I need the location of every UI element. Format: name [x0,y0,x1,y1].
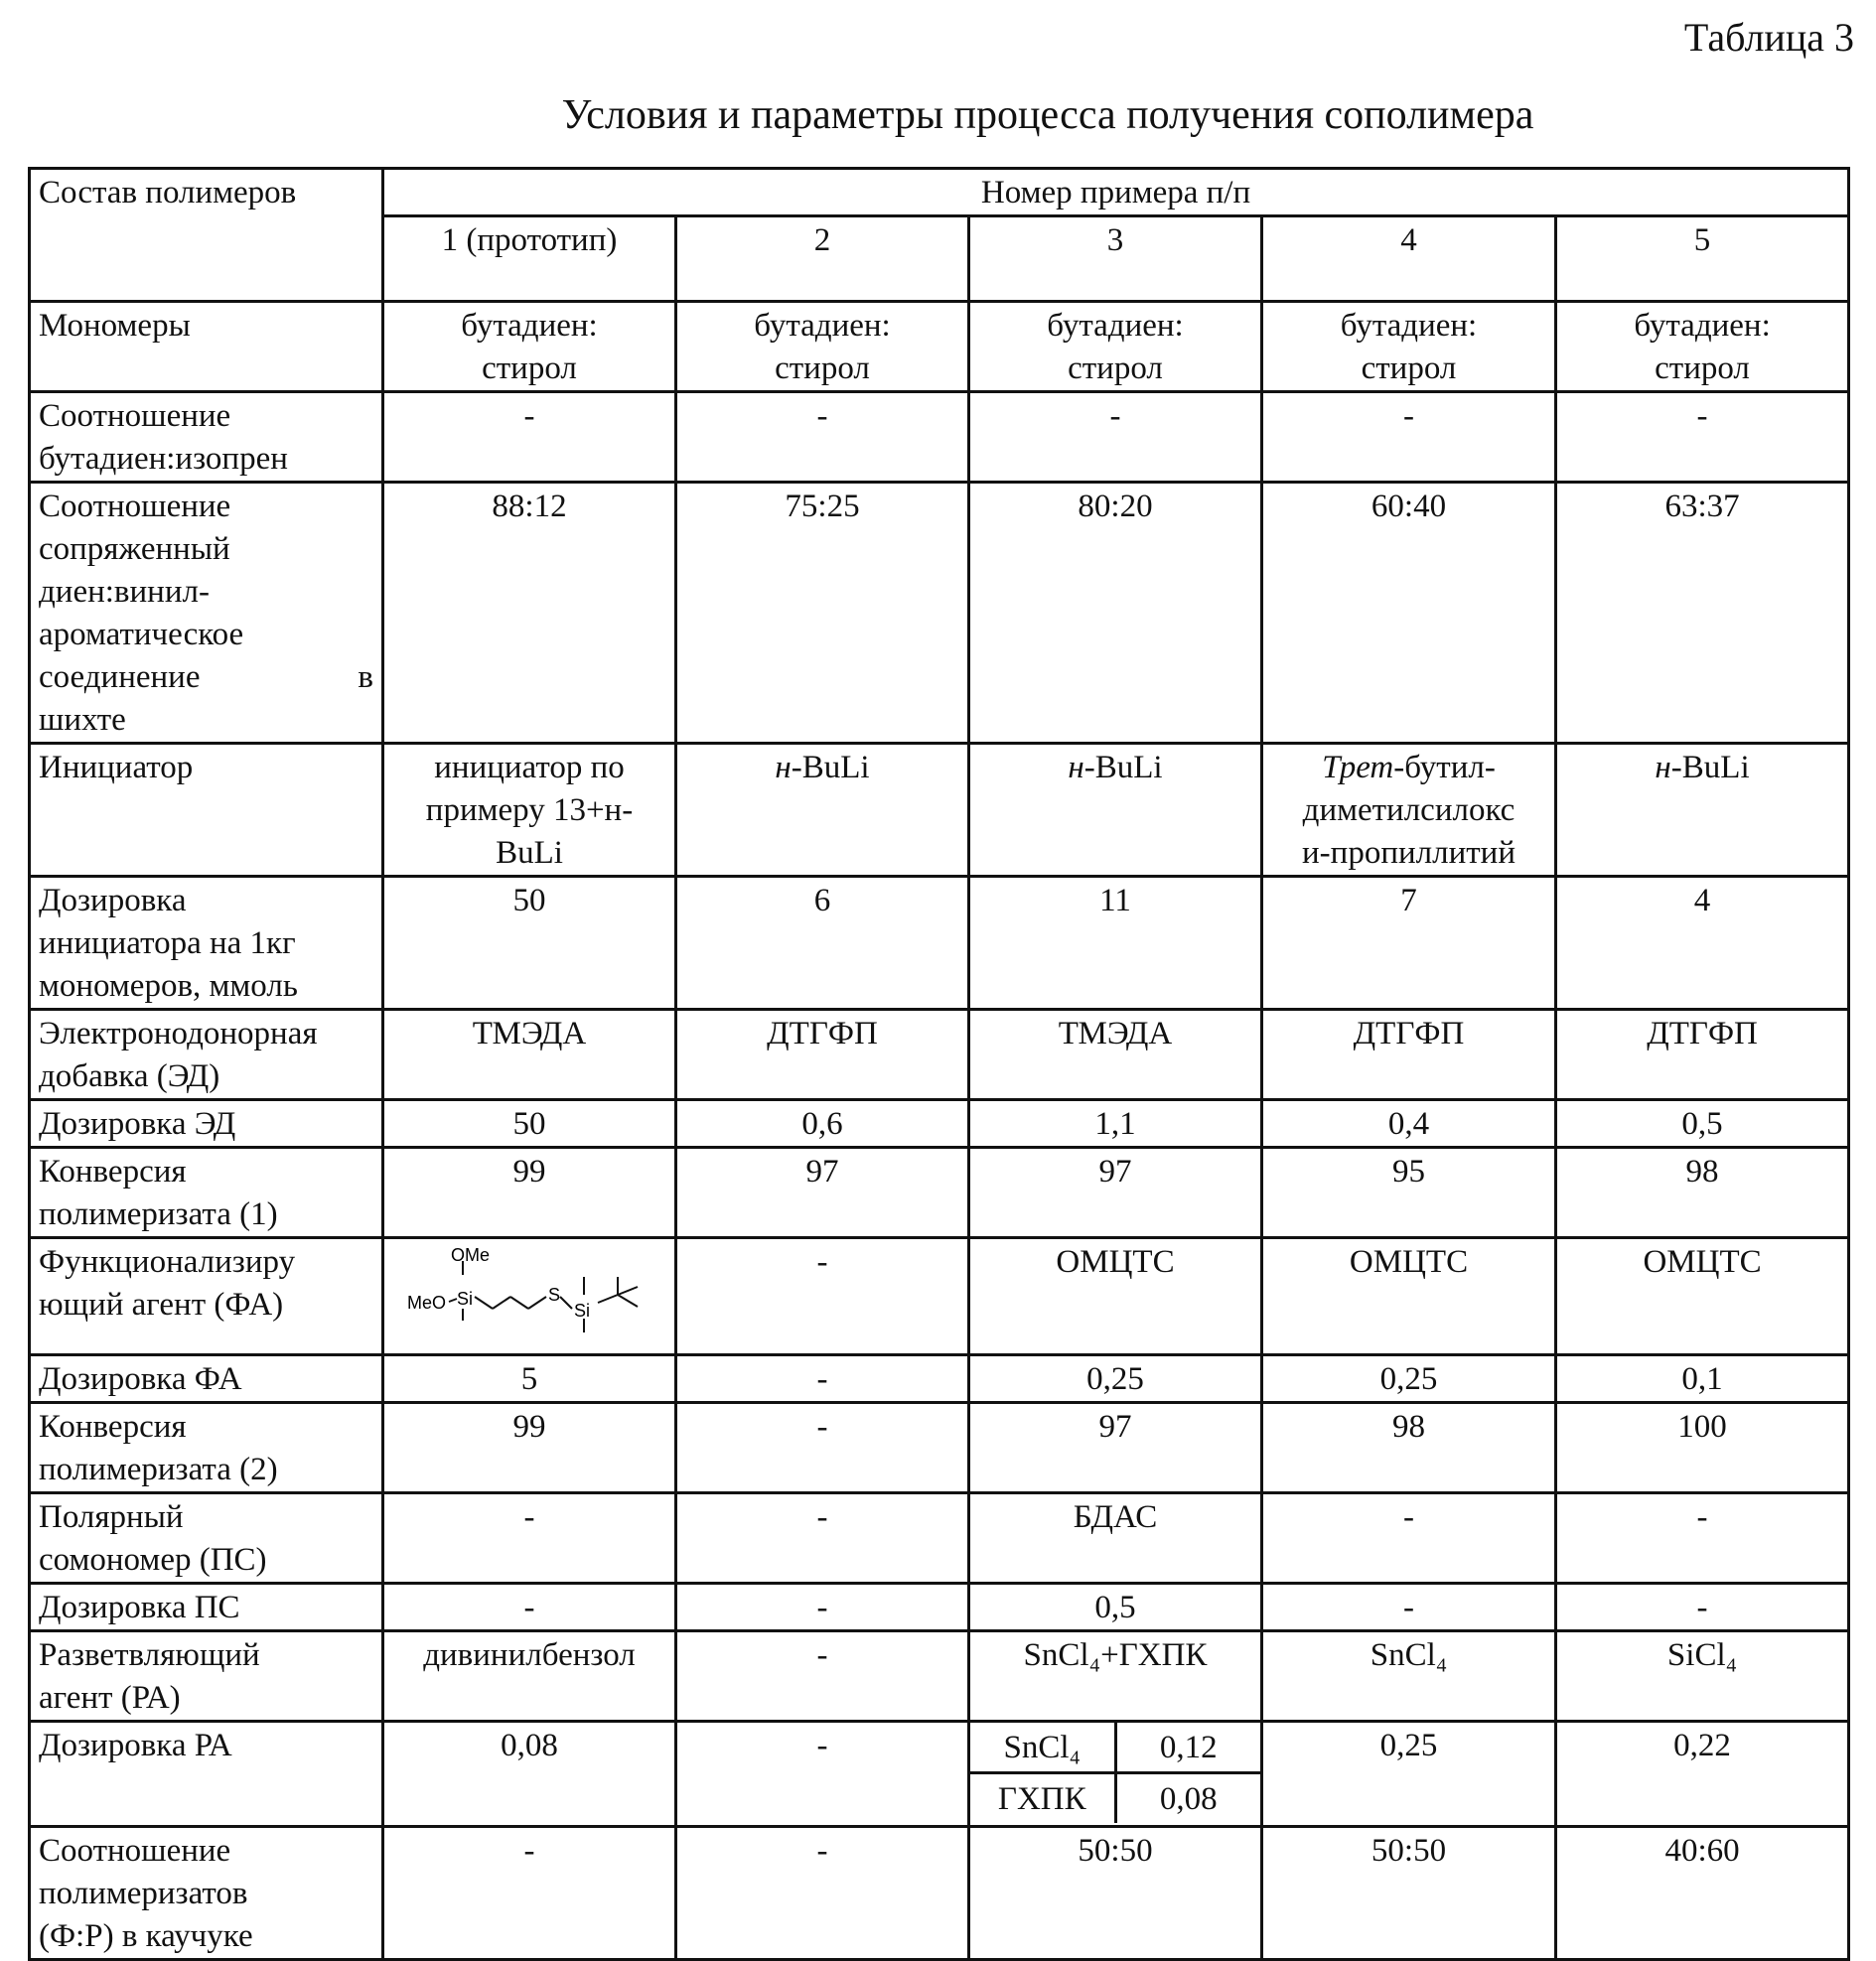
cell-line: 0,4 [1387,1106,1430,1142]
cell-line: 63:37 [1664,489,1740,524]
column-header: 2 [676,216,969,302]
cell-line: 0,25 [1086,1361,1144,1397]
cell-line: ОМЦТС [1643,1244,1762,1280]
cell-value [383,1355,676,1403]
cell-line: 11 [1099,883,1131,918]
cell-line: - [816,1590,828,1625]
row-label-line: Дозировка ПС [39,1590,240,1625]
cell-value [1262,877,1556,1010]
row-label-line: полимеризатов [39,1876,248,1911]
row-label-line: сопряженный [39,531,230,567]
cell-line: 97 [805,1154,839,1190]
header-group-label: Номер примера п/п [383,169,1849,216]
table-row [30,1631,1849,1722]
cell-value [1262,1493,1556,1584]
row-label-line: соединение в [39,659,373,695]
cell-value [676,1403,969,1493]
cell-value [1262,1631,1556,1722]
cell-value [383,1100,676,1148]
cell-value [1262,1148,1556,1238]
row-label-line: агент (РА) [39,1680,181,1716]
row-label-line: ароматическое [39,617,244,652]
cell-line: н-BuLi [1655,750,1750,785]
cell-value [676,744,969,877]
chem-label-si: Si [457,1289,474,1309]
cell-line: 5 [520,1361,538,1397]
cell-line: - [816,1499,828,1535]
cell-line: 0,25 [1379,1361,1438,1397]
cell-value [383,302,676,392]
cell-value [383,392,676,483]
cell-line: - [1696,1499,1708,1535]
table-row [30,1584,1849,1631]
cell-value [969,1493,1262,1584]
cell-line: - [1109,398,1121,434]
row-label-line: ющий агент (ФА) [39,1287,284,1323]
row-label [30,1403,383,1493]
table-row [30,1238,1849,1355]
cell-line: 40:60 [1664,1833,1740,1869]
cell-line: ДТГФП [1647,1016,1758,1051]
row-label-line: Дозировка [39,883,187,918]
table-row [30,302,1849,392]
cell-line: 99 [512,1409,546,1445]
table-row [30,1722,1849,1827]
cell-line: н-BuLi [775,750,870,785]
cell-line: ОМЦТС [1056,1244,1175,1280]
row-label [30,302,383,392]
cell-value [1556,744,1849,877]
cell-value [383,744,676,877]
cell-value [383,1010,676,1100]
cell-line: стирол [775,350,870,386]
cell-line: Трет-бутил- [1322,750,1496,785]
cell-line: - [816,1637,828,1673]
chemical-structure-icon [405,1247,653,1338]
ra-agent-name: ГХПК [970,1773,1115,1824]
row-label-line: Мономеры [39,308,191,344]
cell-value [969,483,1262,744]
cell-value [1262,1355,1556,1403]
cell-value [1262,1403,1556,1493]
cell-value [969,1148,1262,1238]
chem-label-ome: OMe [451,1247,491,1265]
cell-value [1556,302,1849,392]
column-header: 1 (прототип) [383,216,676,302]
cell-value [969,1631,1262,1722]
cell-line: - [1403,1499,1414,1535]
cell-line: бутадиен: [1634,308,1771,344]
cell-line: 80:20 [1078,489,1153,524]
column-header: 4 [1262,216,1556,302]
cell-value [383,877,676,1010]
cell-line: - [523,1499,535,1535]
subtable-row [970,1773,1260,1824]
conditions-table [28,167,1850,1961]
cell-ra-dosing-split [969,1722,1262,1827]
ra-agent-value: 0,12 [1115,1723,1260,1773]
row-label [30,877,383,1010]
row-label-line: Соотношение [39,1833,231,1869]
cell-line: - [1403,398,1414,434]
cell-value [383,1827,676,1960]
cell-line: ДТГФП [1353,1016,1465,1051]
cell-line: 1,1 [1094,1106,1136,1142]
row-label [30,1722,383,1827]
cell-value [969,1238,1262,1355]
row-label-line: Инициатор [39,750,194,785]
cell-line: стирол [1068,350,1163,386]
cell-value [1556,1827,1849,1960]
cell-value [676,302,969,392]
cell-line: дивинилбензол [423,1637,636,1673]
table-row [30,744,1849,877]
row-label [30,1148,383,1238]
cell-value [1556,392,1849,483]
cell-line: стирол [482,350,577,386]
cell-line: ДТГФП [767,1016,878,1051]
row-label-line: диен:винил- [39,574,210,610]
row-label-line: Разветвляющий [39,1637,260,1673]
column-header: 5 [1556,216,1849,302]
cell-line: BuLi [496,835,563,871]
cell-line: 98 [1685,1154,1719,1190]
cell-line: 0,22 [1673,1728,1731,1763]
cell-value [969,1403,1262,1493]
cell-value [1262,392,1556,483]
cell-line: 50 [512,1106,546,1142]
cell-value [383,483,676,744]
ra-agent-name: SnCl₄ [970,1723,1115,1773]
cell-value [676,1010,969,1100]
cell-line: 75:25 [785,489,860,524]
cell-line: 98 [1392,1409,1425,1445]
cell-value [676,877,969,1010]
cell-value [676,1584,969,1631]
ra-agent-value: 0,08 [1159,1781,1218,1817]
cell-line: 97 [1098,1154,1132,1190]
row-label [30,1100,383,1148]
cell-line: 7 [1400,883,1417,918]
cell-value [1262,302,1556,392]
cell-line: 100 [1677,1409,1727,1445]
cell-line: SiCl₄ [1666,1637,1738,1673]
cell-value [1262,1722,1556,1827]
cell-value [383,1584,676,1631]
cell-line: 50:50 [1078,1833,1153,1869]
row-label-line: бутадиен:изопрен [39,441,288,477]
cell-value [676,1238,969,1355]
row-label-line: Конверсия [39,1154,187,1190]
row-label-line: Дозировка РА [39,1728,232,1763]
header-row-label: Состав полимеров [30,169,383,302]
cell-value [1556,1631,1849,1722]
row-label [30,483,383,744]
cell-line: 50:50 [1371,1833,1447,1869]
cell-line: 95 [1392,1154,1425,1190]
row-label-line: Соотношение [39,489,231,524]
row-label [30,392,383,483]
row-label [30,744,383,877]
cell-line: БДАС [1073,1499,1158,1535]
ra-dosing-subtable [970,1723,1260,1823]
cell-line: 0,6 [801,1106,843,1142]
cell-value [676,1722,969,1827]
chem-label-meo: MeO [407,1293,447,1313]
cell-value [1556,1722,1849,1827]
cell-line: - [523,1590,535,1625]
table-row [30,392,1849,483]
row-label [30,1631,383,1722]
row-label-line: (Ф:Р) в каучуке [39,1918,253,1954]
row-label-line: мономеров, ммоль [39,968,298,1004]
cell-line: 0,25 [1379,1728,1438,1763]
cell-value [1556,1355,1849,1403]
cell-value [1556,1584,1849,1631]
cell-value [1262,1238,1556,1355]
cell-value [969,1010,1262,1100]
cell-value [1556,1148,1849,1238]
cell-line: 0,08 [501,1728,558,1763]
row-label-line: Дозировка ФА [39,1361,242,1397]
cell-value [969,302,1262,392]
cell-line: SnCl₄+ГХПК [1023,1637,1208,1673]
cell-value [1262,744,1556,877]
column-header: 3 [969,216,1262,302]
cell-value [383,1722,676,1827]
cell-line: - [816,1361,828,1397]
row-label [30,1827,383,1960]
row-label-line: полимеризата (1) [39,1196,278,1232]
cell-value [676,392,969,483]
cell-value [383,1403,676,1493]
table-row [30,1355,1849,1403]
cell-line: инициатор по [434,750,625,785]
cell-line: - [816,1244,828,1280]
cell-line: - [1696,1590,1708,1625]
row-label [30,1493,383,1584]
table-row [30,1010,1849,1100]
cell-value [1556,1100,1849,1148]
cell-value [969,744,1262,877]
cell-line: 4 [1693,883,1711,918]
cell-value [1262,1827,1556,1960]
cell-line: стирол [1655,350,1750,386]
cell-value [1556,1238,1849,1355]
chem-label-s: S [548,1285,561,1305]
cell-value [383,1631,676,1722]
cell-value [969,1827,1262,1960]
cell-value [676,1493,969,1584]
row-label-line: Электронодонорная [39,1016,318,1051]
cell-value [969,1355,1262,1403]
cell-line: 50 [512,883,546,918]
cell-line: - [816,1728,828,1763]
cell-line: - [816,398,828,434]
cell-value [1556,483,1849,744]
cell-value [969,1100,1262,1148]
cell-value [1262,1100,1556,1148]
table-row [30,483,1849,744]
cell-value [1556,1493,1849,1584]
cell-line: 6 [813,883,831,918]
cell-value [1556,1403,1849,1493]
row-label-line: Соотношение [39,398,231,434]
row-label-line: Полярный [39,1499,184,1535]
cell-line: бутадиен: [754,308,891,344]
row-label-line: Функционализиру [39,1244,296,1280]
cell-value [1262,483,1556,744]
cell-line: - [816,1833,828,1869]
cell-value [1262,1010,1556,1100]
row-label-line: шихте [39,702,126,738]
cell-line: ТМЭДА [1058,1016,1173,1051]
cell-value [1262,1584,1556,1631]
cell-chemical-structure [383,1238,676,1355]
cell-line: стирол [1361,350,1457,386]
row-label-line: сомономер (ПС) [39,1542,267,1578]
cell-value [676,1355,969,1403]
table-number-label: Таблица 3 [1683,15,1854,60]
cell-line: 99 [512,1154,546,1190]
table-row [30,1493,1849,1584]
cell-line: бутадиен: [1340,308,1478,344]
row-label-line: Конверсия [39,1409,187,1445]
cell-value [676,1631,969,1722]
table-row [30,1827,1849,1960]
cell-value [676,1148,969,1238]
row-label-line: добавка (ЭД) [39,1058,220,1094]
cell-line: - [1403,1590,1414,1625]
cell-line: SnCl₄ [1370,1637,1448,1673]
document-title: Условия и параметры процесса получения сополимера [561,92,1534,138]
cell-value [676,483,969,744]
cell-value [969,877,1262,1010]
cell-line: 88:12 [492,489,567,524]
row-label [30,1355,383,1403]
cell-line: 60:40 [1371,489,1447,524]
row-label-line: полимеризата (2) [39,1452,278,1487]
cell-line: 0,1 [1681,1361,1723,1397]
cell-line: 0,5 [1681,1106,1723,1142]
cell-line: н-BuLi [1068,750,1163,785]
cell-line: - [816,1409,828,1445]
cell-line: - [1696,398,1708,434]
cell-value [1556,877,1849,1010]
cell-value [676,1100,969,1148]
cell-line: диметилсилокс [1302,792,1515,828]
cell-line: ТМЭДА [472,1016,587,1051]
cell-value [383,1493,676,1584]
row-label [30,1584,383,1631]
cell-value [1556,1010,1849,1100]
row-label [30,1010,383,1100]
row-label [30,1238,383,1355]
cell-value [383,1148,676,1238]
cell-line: 0,5 [1094,1590,1136,1625]
row-label-line: Дозировка ЭД [39,1106,236,1142]
cell-line: ОМЦТС [1349,1244,1469,1280]
cell-line: - [523,1833,535,1869]
chem-label-si: Si [574,1301,591,1321]
table-row [30,877,1849,1010]
table-row [30,1100,1849,1148]
cell-value [969,1584,1262,1631]
cell-line: и-пропиллитий [1302,835,1515,871]
cell-value [676,1827,969,1960]
subtable-row [970,1723,1260,1773]
table-row [30,1403,1849,1493]
cell-line: примеру 13+н- [425,792,634,828]
table-row [30,1148,1849,1238]
cell-value [969,392,1262,483]
cell-line: 97 [1098,1409,1132,1445]
row-label-line: инициатора на 1кг [39,925,296,961]
cell-line: бутадиен: [1047,308,1184,344]
cell-line: - [523,398,535,434]
cell-line: бутадиен: [461,308,598,344]
